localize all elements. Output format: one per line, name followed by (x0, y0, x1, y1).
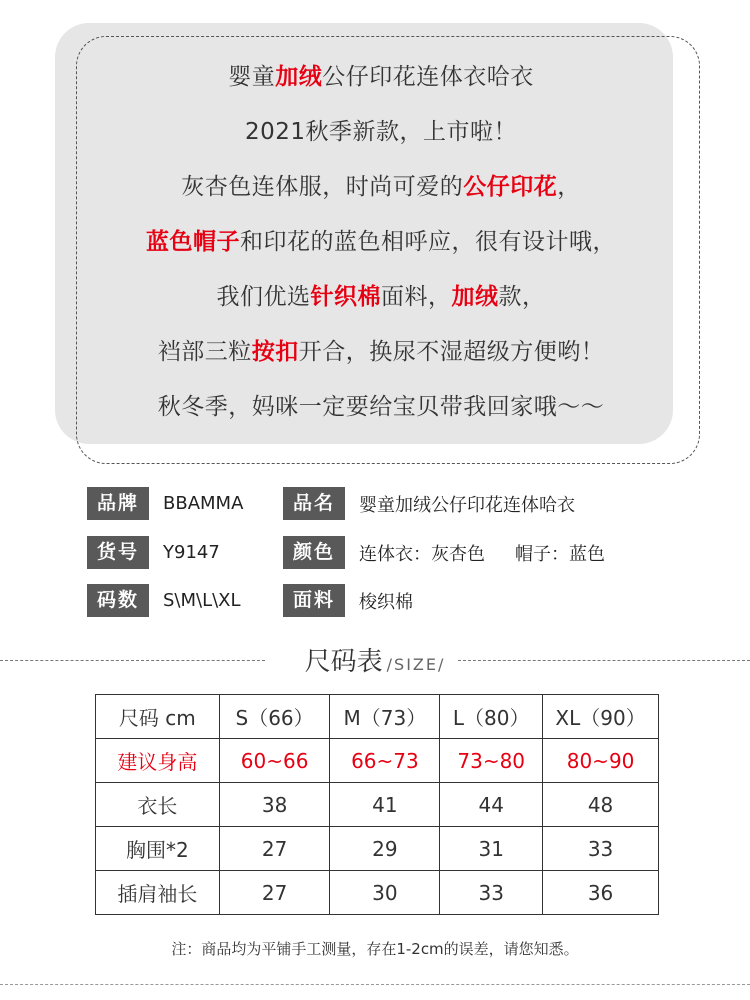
intro-highlight: 加绒 (451, 284, 499, 310)
attr-color (283, 536, 605, 569)
table-cell: 48 (543, 783, 659, 827)
intro-text-segment: 秋冬季，妈咪一定要给宝贝带我回家哦～～ (157, 394, 605, 420)
attr-color-tag: 颜色 (283, 536, 345, 569)
table-cell: 41 (330, 783, 440, 827)
intro-text-segment: 和印花的蓝色相呼应，很有设计哦， (240, 229, 616, 255)
bottom-divider (0, 984, 750, 985)
attr-sizes-value: S\M\L\XL (163, 590, 241, 611)
size-chart-heading (270, 641, 480, 678)
intro-line (76, 105, 686, 160)
intro-highlight: 蓝色帽子 (146, 229, 240, 255)
attr-brand-tag: 品牌 (87, 487, 149, 520)
row-label: 衣长 (96, 783, 220, 827)
table-cell: 27 (219, 827, 330, 871)
size-table-header (96, 695, 659, 739)
table-row (96, 783, 659, 827)
intro-text-segment: 婴童 (228, 64, 276, 90)
intro-text-segment: 面料， (381, 284, 452, 310)
attr-sku-tag: 货号 (87, 536, 149, 569)
attr-sku (87, 536, 220, 569)
attr-fabric-tag: 面料 (283, 584, 345, 617)
size-chart-title: 尺码表 (304, 647, 383, 677)
intro-text-segment: 款， (498, 284, 546, 310)
intro-line (76, 215, 686, 270)
attr-color-value-body: 连体衣：灰杏色 (359, 543, 485, 565)
intro-line (76, 380, 686, 435)
table-row (96, 827, 659, 871)
row-label: 建议身高 (96, 739, 220, 783)
table-row (96, 871, 659, 915)
table-row (96, 739, 659, 783)
measurement-note: 注：商品均为平铺手工测量，存在1-2cm的误差，请您知悉。 (171, 940, 579, 958)
intro-text-segment: 我们优选 (216, 284, 311, 310)
intro-highlight: 按扣 (251, 339, 299, 365)
intro-line (76, 50, 686, 105)
size-chart-subtitle: /SIZE/ (386, 655, 446, 674)
intro-text-segment: 开合，换尿不湿超级方便哟！ (298, 339, 605, 365)
header-cell: S（66） (219, 695, 330, 739)
intro-text-segment: ， (557, 174, 581, 200)
table-cell: 80~90 (543, 739, 659, 783)
table-cell: 73~80 (440, 739, 543, 783)
table-cell: 27 (219, 871, 330, 915)
attr-fabric-value: 梭织棉 (359, 591, 413, 613)
attr-name (283, 487, 575, 520)
row-label: 插肩袖长 (96, 871, 220, 915)
attr-sku-value: Y9147 (163, 542, 220, 563)
intro-text-segment: 2021秋季新款，上市啦！ (244, 119, 518, 145)
header-cell: M（73） (330, 695, 440, 739)
table-cell: 29 (330, 827, 440, 871)
attr-fabric (283, 584, 413, 617)
intro-highlight: 加绒 (275, 64, 323, 90)
table-cell: 36 (543, 871, 659, 915)
table-cell: 33 (440, 871, 543, 915)
table-cell: 44 (440, 783, 543, 827)
attr-brand (87, 487, 243, 520)
intro-text-segment: 灰杏色连体服，时尚可爱的 (181, 174, 464, 200)
table-cell: 38 (219, 783, 330, 827)
intro-text (76, 50, 686, 435)
header-cell: XL（90） (543, 695, 659, 739)
intro-text-segment: 裆部三粒 (157, 339, 252, 365)
table-cell: 31 (440, 827, 543, 871)
intro-highlight: 公仔印花 (463, 174, 558, 200)
attr-sizes-tag: 码数 (87, 584, 149, 617)
attr-brand-value: BBAMMA (163, 493, 244, 514)
size-divider-left (0, 660, 265, 661)
table-cell: 60~66 (219, 739, 330, 783)
table-cell: 66~73 (330, 739, 440, 783)
attr-sizes (87, 584, 241, 617)
size-table (95, 694, 659, 915)
row-label: 胸围*2 (96, 827, 220, 871)
intro-line (76, 325, 686, 380)
intro-text-segment: 公仔印花连体衣哈衣 (322, 64, 534, 90)
size-divider-right (458, 660, 750, 661)
attr-name-tag: 品名 (283, 487, 345, 520)
intro-line (76, 160, 686, 215)
attr-name-value: 婴童加绒公仔印花连体哈衣 (359, 494, 575, 516)
table-cell: 33 (543, 827, 659, 871)
header-cell: 尺码 cm (96, 695, 220, 739)
table-cell: 30 (330, 871, 440, 915)
intro-highlight: 针织棉 (310, 284, 381, 310)
intro-line (76, 270, 686, 325)
header-cell: L（80） (440, 695, 543, 739)
attr-color-value-hat: 帽子：蓝色 (515, 543, 605, 565)
